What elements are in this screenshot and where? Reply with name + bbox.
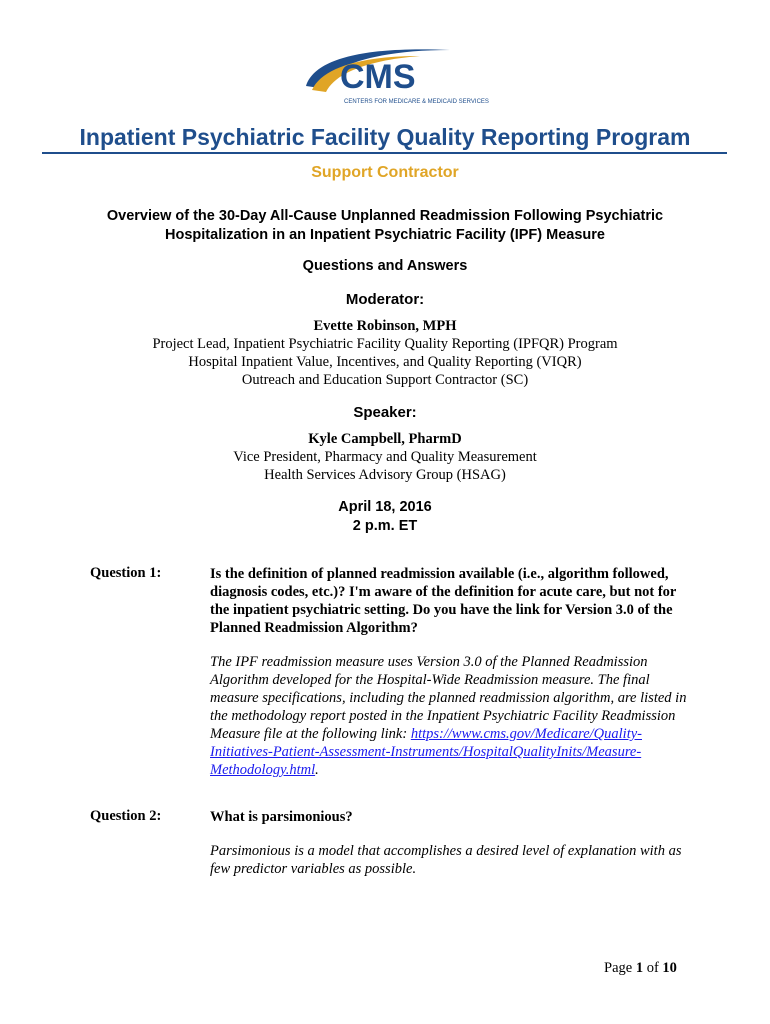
event-date-block: [0, 498, 770, 536]
cms-logo-swoosh-icon: [300, 42, 489, 106]
page-prefix: Page: [604, 960, 636, 976]
answer-1-end: .: [315, 762, 319, 778]
answer-1: [210, 653, 690, 779]
page-of: of: [643, 960, 663, 976]
event-time: 2 p.m. ET: [352, 518, 418, 534]
moderator-line-1: Project Lead, Inpatient Psychiatric Facility Quality Reporting (IPFQR) Program: [152, 336, 618, 352]
support-contractor-label: Support Contractor: [311, 164, 459, 181]
speaker-name: Kyle Campbell, PharmD: [308, 431, 462, 447]
question-2-text: What is parsimonious?: [210, 809, 353, 825]
logo-text: CMS: [340, 58, 416, 96]
event-date: April 18, 2016: [338, 499, 432, 515]
moderator-name: Evette Robinson, MPH: [313, 318, 457, 334]
speaker-line-2: Health Services Advisory Group (HSAG): [264, 467, 506, 483]
logo-subtitle: CENTERS FOR MEDICARE & MEDICAID SERVICES: [344, 99, 489, 105]
document-title: [0, 207, 770, 245]
moderator-line-3: Outreach and Education Support Contractor (SC): [241, 372, 529, 388]
moderator-heading: Moderator:: [345, 291, 425, 308]
page-total: 10: [662, 960, 677, 976]
program-title: Inpatient Psychiatric Facility Quality Reporting Program: [79, 124, 691, 150]
moderator-block: [0, 317, 770, 389]
answer-2-text: Parsimonious is a model that accomplishes a desired level of explanation with as few predictor variables as possible.: [210, 843, 682, 877]
document-title-line-1: Overview of the 30-Day All-Cause Unplanned Readmission Following Psychiatric: [106, 208, 664, 224]
speaker-block: [0, 430, 770, 484]
page-number: [604, 960, 677, 977]
page-current: 1: [635, 960, 644, 976]
cms-logo: [300, 42, 489, 106]
qa-heading: Questions and Answers: [302, 258, 468, 274]
methodology-link-line-2[interactable]: Instruments/HospitalQualityInits/Measure-Methodology.html: [210, 744, 642, 778]
methodology-link-line-1[interactable]: https://www.cms.gov/Medicare/Quality-Initiatives-Patient-Assessment-: [210, 726, 642, 760]
speaker-line-1: Vice President, Pharmacy and Quality Measurement: [233, 449, 537, 465]
speaker-heading: Speaker:: [353, 404, 417, 421]
question-2-label: Question 2:: [90, 808, 162, 824]
document-title-line-2: Hospitalization in an Inpatient Psychiatric Facility (IPF) Measure: [165, 227, 605, 243]
question-1-text: Is the definition of planned readmission available (i.e., algorithm followed, diagnosis codes, etc.)? I'm aware of the definition for acute care, but not for the inpatient psychiatric setting. Do you have the link for Version 3.0 of the Planned Readmission Algorithm?: [210, 566, 677, 636]
answer-1-text: The IPF readmission measure uses Version 3.0 of the Planned Readmission Algorithm developed for the Hospital-Wide Readmission measure. The final measure specifications, including the planned readmission algorithm, are listed in the methodology report posted in the Inpatient Psychiatric Facility Readmission Measure file at the following link:: [210, 654, 687, 742]
title-divider: [42, 152, 727, 154]
question-1-label: Question 1:: [90, 565, 162, 581]
moderator-line-2: Hospital Inpatient Value, Incentives, and Quality Reporting (VIQR): [188, 354, 582, 370]
